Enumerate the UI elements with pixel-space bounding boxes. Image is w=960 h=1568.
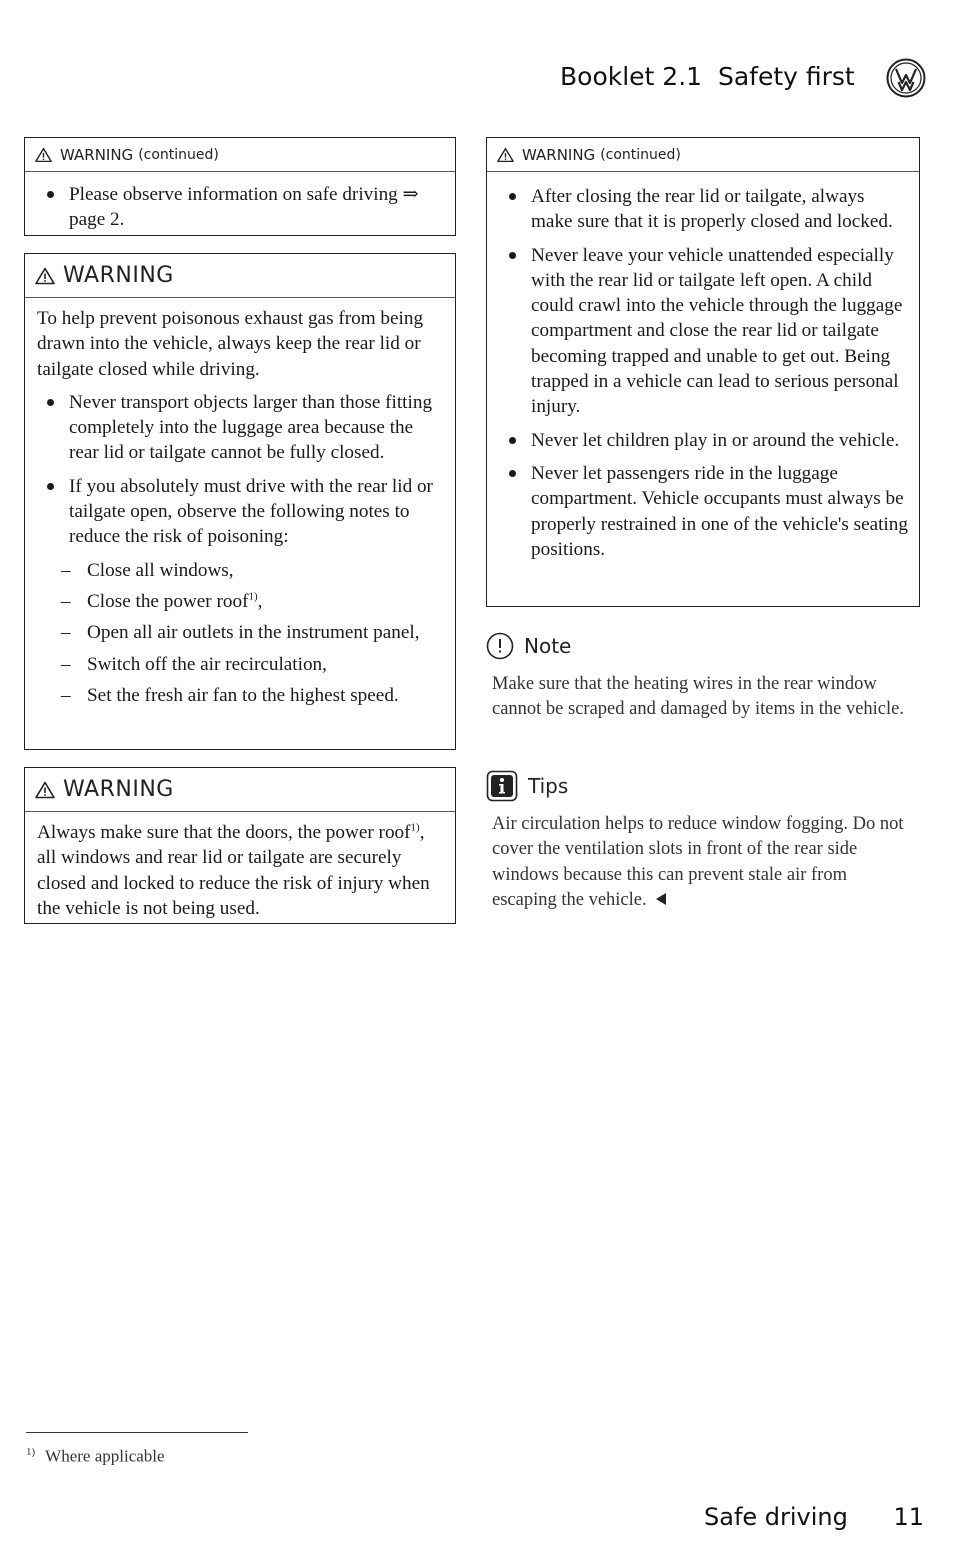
footnote-text: Where applicable: [45, 1446, 165, 1466]
dash-item: – Close the power roof$^{1)}$,: [37, 589, 445, 614]
list-item: If you absolutely must drive with the rear lid or tailgate open, observe the following notes to reduce the risk of poisoning:: [37, 474, 445, 550]
warning-subtitle: (continued): [600, 146, 681, 163]
warning-title: WARNING: [63, 263, 174, 288]
page-header: [560, 58, 932, 102]
note-title: Note: [524, 634, 572, 658]
vw-logo-icon: [886, 58, 926, 98]
footnote: [26, 1446, 165, 1467]
booklet-label: Booklet 2.1: [560, 62, 703, 91]
footer-section-title: Safe driving: [704, 1503, 848, 1531]
info-icon: [486, 770, 518, 802]
note-circle-icon: [486, 632, 514, 660]
tips-section: [486, 768, 920, 913]
warning-title: WARNING: [60, 145, 134, 164]
list-item: Never let children play in or around the vehicle.: [499, 428, 909, 453]
page-footer: [704, 1503, 924, 1537]
warning-title: WARNING: [63, 777, 174, 802]
warning-triangle-icon: [35, 267, 55, 285]
warning-intro: To help prevent poisonous exhaust gas from being drawn into the vehicle, always keep the rear lid or tailgate closed while driving.: [37, 308, 424, 380]
warning-header: [25, 138, 455, 172]
note-section: [486, 628, 920, 723]
warning-continued-box-left: [24, 137, 456, 236]
list-item: Never let passengers ride in the luggage compartment. Vehicle occupants must always be properly restrained in one of the vehicle's seating positions.: [499, 461, 909, 562]
list-item: Never leave your vehicle unattended especially with the rear lid or tailgate left open. A child could crawl into the vehicle through the luggage compartment and close the rear lid or tailgate becoming trapped and unable to get out. Being trapped in a vehicle can lead to serious personal injury.: [499, 243, 909, 420]
list-item: Please observe information on safe driving ⇒ page 2.: [37, 182, 445, 233]
tips-title: Tips: [528, 774, 569, 798]
end-marker-icon: [655, 892, 667, 906]
list-item: After closing the rear lid or tailgate, always make sure that it is properly closed and locked.: [499, 184, 909, 235]
warning-subtitle: (continued): [138, 146, 219, 163]
list-item: Never transport objects larger than those fitting completely into the luggage area because the rear lid or tailgate cannot be fully closed.: [37, 390, 445, 466]
warning-triangle-icon: [497, 147, 514, 163]
footnote-divider: [26, 1432, 248, 1433]
warning-title: WARNING: [522, 145, 596, 164]
note-text: Make sure that the heating wires in the rear window cannot be scraped and damaged by items in the vehicle.: [492, 674, 904, 720]
warning-text: Always make sure that the doors, the power roof$^{1)}$, all windows and rear lid or tailgate are securely closed and locked to reduce the risk of injury when the vehicle is not being used.: [37, 821, 430, 919]
warning-header: [25, 768, 455, 812]
warning-continued-box-right: [486, 137, 920, 607]
warning-triangle-icon: [35, 147, 52, 163]
dash-item: – Open all air outlets in the instrument panel,: [37, 620, 445, 645]
warning-exhaust-box: [24, 253, 456, 750]
dash-item: – Set the fresh air fan to the highest speed.: [37, 683, 445, 708]
warning-doors-box: [24, 767, 456, 924]
page-number: 11: [893, 1503, 924, 1531]
footnote-mark: 1): [26, 1446, 36, 1458]
dash-item: – Switch off the air recirculation,: [37, 652, 445, 677]
dash-item: – Close all windows,: [37, 558, 445, 583]
warning-header: [487, 138, 919, 172]
footnote-ref: 1): [248, 590, 258, 603]
warning-triangle-icon: [35, 781, 55, 799]
warning-header: [25, 254, 455, 298]
tips-text: Air circulation helps to reduce window fogging. Do not cover the ventilation slots in front of the rear side windows because this can prevent stale air from escaping the vehicle.: [492, 814, 904, 910]
chapter-title: Safety first: [717, 62, 855, 91]
footnote-ref: 1): [410, 821, 420, 834]
